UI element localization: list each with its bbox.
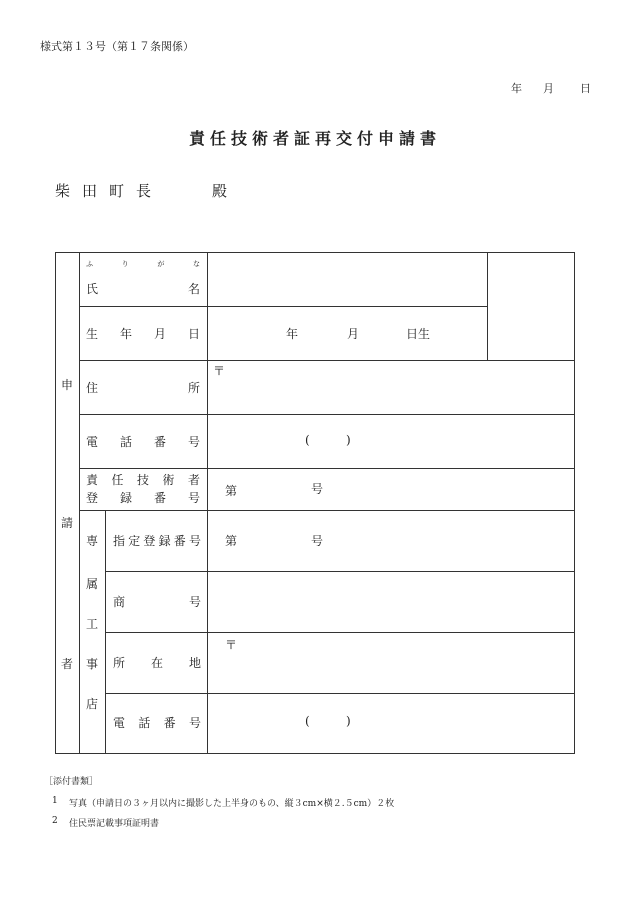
addressee-char: 田 [82,182,98,200]
phone-paren: ) [346,433,351,447]
table-rule [207,252,208,754]
label-char: 年 [119,327,132,341]
addressee [55,180,151,201]
label-char: 号 [187,435,200,449]
name-label [86,280,200,297]
birth-day: 日生 [406,327,431,341]
date-month: 月 [543,82,554,95]
birth-year: 年 [286,327,299,341]
label-char: 術 [162,473,175,487]
name-field[interactable] [208,253,486,305]
label-char: 登 [86,491,99,505]
label-char: 録 [119,491,132,505]
label-char: 所 [187,381,200,395]
designated-suffix: 号 [311,534,324,548]
table-rule [79,510,575,511]
honorific: 殿 [212,182,228,200]
label-char: 号 [187,491,200,505]
address-label [86,379,200,396]
label-char: な [192,260,200,268]
applicant-label: 者 [60,657,73,671]
label-char: 録 [158,534,171,548]
label-char: 責 [86,473,99,487]
label-char: 地 [188,656,201,670]
designated-number-label [113,532,201,549]
table-rule [574,252,575,754]
tech-label-1 [86,471,200,488]
trade-name-field[interactable] [208,572,574,631]
attachment-item: 写真（申請日の３ヶ月以内に撮影した上半身のもの、縦３cm×横２.５cm）２枚 [69,799,395,809]
tech-label-2 [86,489,200,506]
label-char: 任 [111,473,124,487]
label-char: 在 [150,656,163,670]
attachment-num: 1 [52,796,58,806]
table-rule [105,693,575,694]
label-char: 所 [113,656,126,670]
addressee-char: 柴 [55,182,71,200]
label-char: り [121,260,129,268]
table-rule [79,306,487,307]
label-char: 氏 [86,282,99,296]
trade-name-label [113,593,201,610]
shop-label: 店 [85,697,98,711]
page-title: 責任技術者証再交付申請書 [188,129,441,148]
table-rule [105,632,575,633]
table-rule [79,468,575,469]
shop-label: 属 [85,577,98,591]
label-char: 生 [86,327,99,341]
label-char: 番 [163,716,176,730]
label-char: 番 [153,491,166,505]
label-char: 電 [86,435,99,449]
table-rule [79,252,80,754]
label-char: 指 [113,534,126,548]
postal-mark: 〒 [213,364,226,378]
label-char: 号 [188,595,201,609]
shop-phone-label [113,714,201,731]
label-char: 号 [188,534,201,548]
addressee-char: 長 [136,182,152,200]
attachment-item: 住民票記載事項証明書 [69,819,160,829]
attachments-heading: ［添付書類］ [44,777,99,787]
label-char: 電 [113,716,126,730]
label-char: が [157,260,165,268]
phone-paren: ( [305,433,310,447]
phone-label [86,433,200,450]
birthdate-label [86,325,200,342]
designated-prefix: 第 [225,534,238,548]
label-char: 技 [136,473,149,487]
form-number: 様式第１３号（第１７条関係） [40,40,194,53]
phone-paren: ) [346,714,351,728]
addressee-char: 町 [109,182,125,200]
label-char: 月 [153,327,166,341]
label-char: 住 [86,381,99,395]
table-rule [55,252,56,754]
label-char: 話 [119,435,132,449]
label-char: 日 [187,327,200,341]
address-field[interactable] [208,361,574,413]
shop-label: 専 [85,534,98,548]
location-label [113,654,201,671]
table-rule [79,414,575,415]
birth-month: 月 [347,327,360,341]
number-suffix: 号 [311,482,324,496]
label-char: 登 [143,534,156,548]
label-char: 名 [187,282,200,296]
date-year: 年 [511,82,522,95]
date-day: 日 [580,82,591,95]
label-char: 号 [188,716,201,730]
phone-paren: ( [305,714,310,728]
applicant-label: 申 [60,378,73,392]
label-char: ふ [86,260,93,268]
table-rule [55,753,575,754]
applicant-label: 請 [60,516,73,530]
label-char: 定 [128,534,141,548]
number-prefix: 第 [225,484,238,498]
photo-area [488,253,574,359]
shop-label: 事 [85,657,98,671]
label-char: 者 [187,473,200,487]
shop-label: 工 [85,617,98,631]
postal-mark: 〒 [225,638,238,652]
label-char: 番 [153,435,166,449]
label-char: 話 [138,716,151,730]
label-char: 番 [173,534,186,548]
attachment-num: 2 [52,816,58,826]
furigana-label [86,259,200,269]
label-char: 商 [113,595,126,609]
